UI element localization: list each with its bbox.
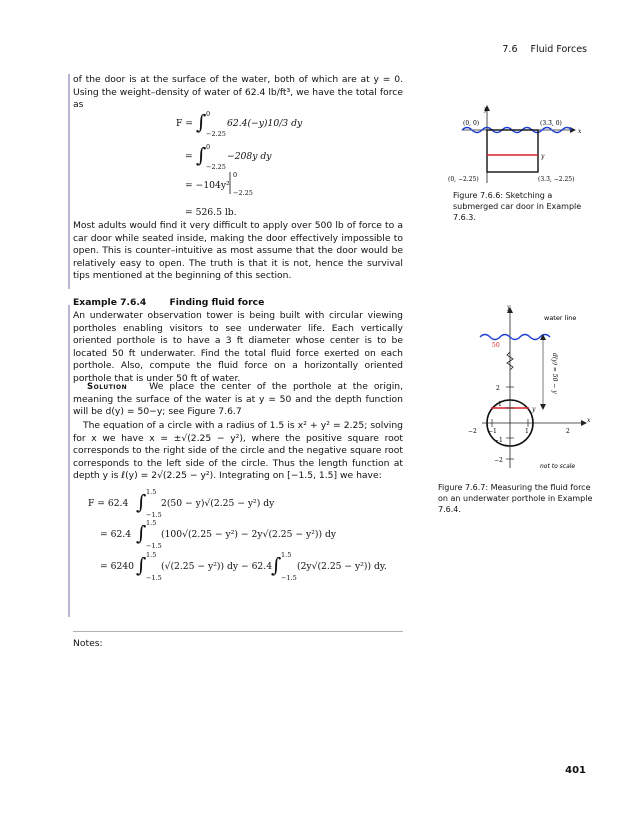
eq-lhs: F =: [176, 118, 193, 129]
solution-label: Solution: [87, 382, 128, 392]
lower-limit: −2.25: [206, 130, 226, 138]
x-tick-label: −2: [468, 428, 477, 435]
water-line-label: water line: [544, 314, 577, 322]
upper-limit: 0: [233, 171, 238, 179]
eq-lhs: F = 62.4: [88, 498, 129, 509]
integrand: (√(2.25 − y²)) dy − 62.4: [161, 561, 273, 572]
solution-paragraph-2: The equation of a circle with a radius of 1.5 is x² + y² = 2.25; solving for x we have x = ±√(2.25 − y²), where the positive square root corresponds to the right side of the circle and the negative square root corresponds to the left side of the circle. Thus the length function at depth y is ℓ(y) = 2√(2.25 − y²). Integrating on [−1.5, 1.5] we have:: [73, 420, 403, 482]
y-axis-label: y: [507, 304, 511, 311]
x-axis-label: x: [578, 128, 582, 135]
door-rectangle: [487, 130, 538, 172]
notes-divider: [73, 631, 403, 632]
solution-text: We place the center of the porthole at the origin, meaning the surface of the water is at y = 50 and the depth function will be d(y) = 50−y; see Figure 7.6.7: [73, 381, 403, 418]
solution-paragraph: [73, 381, 403, 419]
x-tick-label: 2: [566, 428, 570, 435]
notes-label: Notes:: [73, 638, 103, 649]
coefficient: = 62.4: [100, 529, 132, 540]
figure-porthole: [448, 300, 593, 475]
point-top-left: (0, 0): [463, 120, 480, 127]
upper-limit: 1.5: [281, 551, 292, 559]
example-title: Finding fluid force: [169, 297, 265, 308]
upper-limit: 1.5: [146, 488, 157, 496]
integrand: (2y√(2.25 − y²)) dy.: [297, 561, 387, 572]
integrand: 62.4(−y)10/3 dy: [227, 118, 303, 129]
eq-sign: =: [185, 151, 193, 162]
upper-limit: 0: [206, 110, 211, 118]
figure-caption: Figure 7.6.7: Measuring the fluid force on an underwater porthole in Example 7.6.4.: [438, 483, 593, 514]
integral-sign: ∫: [136, 553, 147, 577]
y-axis-label: y: [484, 106, 488, 113]
integral-sign: ∫: [196, 143, 207, 167]
integral-sign: ∫: [196, 110, 207, 134]
example-label: Example 7.6.4: [73, 297, 147, 308]
tick-label: −1: [494, 437, 503, 444]
scale-note: not to scale: [540, 463, 576, 470]
upper-limit: 1.5: [146, 519, 157, 527]
strip-label: y: [541, 153, 545, 160]
point-bottom-left: (0, −2.25): [448, 176, 479, 183]
page-number: 401: [565, 765, 586, 776]
integrand: −208y dy: [227, 151, 272, 162]
upper-limit: 0: [206, 143, 211, 151]
x-tick-label: −1: [488, 428, 497, 435]
evaluation-bar: [228, 172, 232, 194]
lower-limit: −1.5: [146, 542, 162, 550]
lower-limit: −2.25: [206, 163, 226, 171]
tick-label: −2: [494, 457, 503, 464]
figure-car-door: [448, 103, 593, 188]
section-title: Fluid Forces: [530, 44, 587, 55]
integral-sign: ∫: [271, 553, 282, 577]
lower-limit: −1.5: [281, 574, 297, 582]
water-line: [480, 335, 550, 340]
section-number: 7.6: [502, 44, 518, 55]
margin-bar: [68, 305, 70, 617]
upper-limit: 1.5: [146, 551, 157, 559]
x-axis-label: x: [587, 417, 591, 424]
example-statement: An underwater observation tower is being built with circular viewing portholes enabling visitors to see underwater life. Each vertically oriented porthole is to have a 3 ft diameter whose center is to be located 50 ft underwater. Find the total fluid force exerted on each porthole. Also, compute the fluid force on a horizontally oriented porthole that is under 50 ft of water.: [73, 310, 403, 384]
lower-limit: −2.25: [233, 189, 253, 197]
depth-label: d(y) = 50 − y: [551, 353, 558, 394]
integrand: 2(50 − y)√(2.25 − y²) dy: [161, 498, 275, 509]
point-bottom-right: (3.3̄, −2.25): [538, 176, 575, 183]
figure-caption: Figure 7.6.6: Sketching a submerged car door in Example 7.6.3.: [453, 191, 582, 222]
evaluated-expression: = −104y²: [185, 180, 230, 191]
x-tick-label: 1: [525, 428, 529, 435]
tick-label: 2: [496, 385, 500, 392]
margin-bar: [68, 74, 70, 289]
lower-limit: −1.5: [146, 511, 162, 519]
integrand: (100√(2.25 − y²) − 2y√(2.25 − y²)) dy: [161, 529, 337, 540]
tick-label: 1: [498, 401, 502, 408]
paragraph: of the door is at the surface of the water, both of which are at y = 0. Using the weight–density of water of 62.4 lb/ft³, we have the total force as: [73, 74, 403, 111]
integral-sign: ∫: [136, 521, 147, 545]
depth-arrow-head: [540, 404, 546, 410]
strip-label: y: [532, 406, 536, 413]
x-axis-arrow: [570, 127, 576, 133]
point-top-right: (3.3̄, 0): [540, 120, 562, 127]
lower-limit: −1.5: [146, 574, 162, 582]
tick-label-50: 50: [492, 342, 500, 349]
result: = 526.5 lb.: [185, 207, 237, 218]
coefficient: = 6240: [100, 561, 135, 572]
integral-sign: ∫: [136, 490, 147, 514]
paragraph: Most adults would find it very difficult to apply over 500 lb of force to a car door while seated inside, making the door effectively impossible to open. This is counter–intuitive as most assume that the door would be relatively easy to open. The truth is that it is not, hence the survival tips mentioned at the beginning of this section.: [73, 220, 403, 282]
running-header: [502, 44, 587, 55]
example-heading: [73, 297, 264, 308]
